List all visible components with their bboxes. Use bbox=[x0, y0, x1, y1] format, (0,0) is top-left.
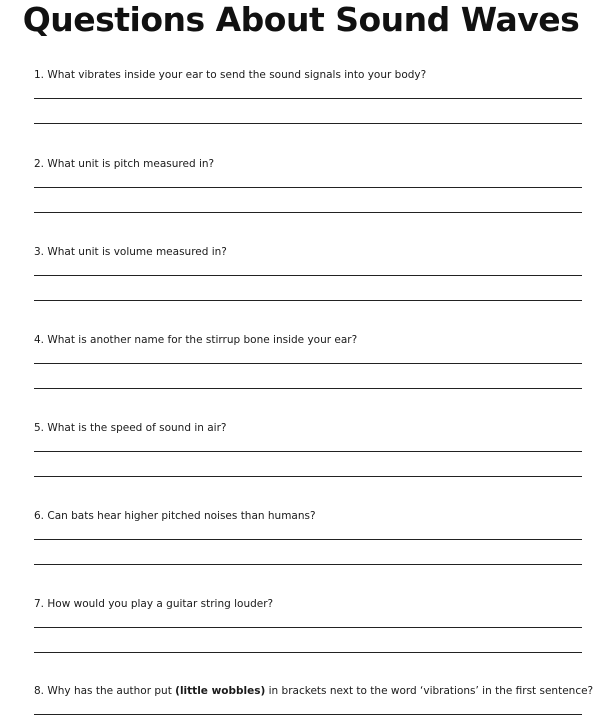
question-7-text bbox=[34, 597, 582, 611]
question-number: 3. bbox=[34, 246, 45, 258]
question-prompt: Can bats hear higher pitched noises than humans? bbox=[47, 510, 316, 522]
question-1 bbox=[34, 68, 582, 82]
question-3-text bbox=[34, 245, 582, 259]
answer-line[interactable] bbox=[34, 652, 582, 653]
question-number: 5. bbox=[34, 422, 45, 434]
question-number: 7. bbox=[34, 598, 45, 610]
question-4 bbox=[34, 333, 582, 347]
question-2-text bbox=[34, 157, 582, 171]
question-1-text bbox=[34, 68, 582, 82]
question-number: 4. bbox=[34, 334, 45, 346]
question-prompt-bold: (little wobbles) bbox=[175, 685, 266, 697]
question-5 bbox=[34, 421, 582, 435]
question-3 bbox=[34, 245, 582, 259]
worksheet-title: Questions About Sound Waves bbox=[22, 0, 580, 39]
question-6 bbox=[34, 509, 582, 523]
question-prompt: How would you play a guitar string louder? bbox=[47, 598, 274, 610]
answer-line[interactable] bbox=[34, 388, 582, 389]
answer-line[interactable] bbox=[34, 714, 582, 715]
answer-line[interactable] bbox=[34, 363, 582, 364]
question-prompt-before: Why has the author put bbox=[47, 685, 172, 697]
answer-line[interactable] bbox=[34, 539, 582, 540]
answer-line[interactable] bbox=[34, 123, 582, 124]
question-6-text bbox=[34, 509, 582, 523]
answer-line[interactable] bbox=[34, 451, 582, 452]
question-prompt: What unit is pitch measured in? bbox=[47, 158, 215, 170]
answer-line[interactable] bbox=[34, 187, 582, 188]
question-number: 1. bbox=[34, 69, 45, 81]
answer-line[interactable] bbox=[34, 627, 582, 628]
question-prompt: What is the speed of sound in air? bbox=[47, 422, 227, 434]
question-number: 2. bbox=[34, 158, 45, 170]
question-4-text bbox=[34, 333, 582, 347]
answer-line[interactable] bbox=[34, 476, 582, 477]
question-8-text bbox=[34, 684, 594, 698]
answer-line[interactable] bbox=[34, 275, 582, 276]
question-number: 6. bbox=[34, 510, 45, 522]
question-2 bbox=[34, 157, 582, 171]
answer-line[interactable] bbox=[34, 212, 582, 213]
question-prompt-after: in brackets next to the word ‘vibrations’ in the first sentence? bbox=[268, 685, 594, 697]
question-7 bbox=[34, 597, 582, 611]
question-8 bbox=[34, 684, 594, 698]
question-prompt: What vibrates inside your ear to send the sound signals into your body? bbox=[47, 69, 427, 81]
answer-line[interactable] bbox=[34, 300, 582, 301]
question-prompt: What unit is volume measured in? bbox=[47, 246, 227, 258]
answer-line[interactable] bbox=[34, 98, 582, 99]
question-5-text bbox=[34, 421, 582, 435]
question-number: 8. bbox=[34, 685, 45, 697]
answer-line[interactable] bbox=[34, 564, 582, 565]
question-prompt: What is another name for the stirrup bone inside your ear? bbox=[47, 334, 358, 346]
